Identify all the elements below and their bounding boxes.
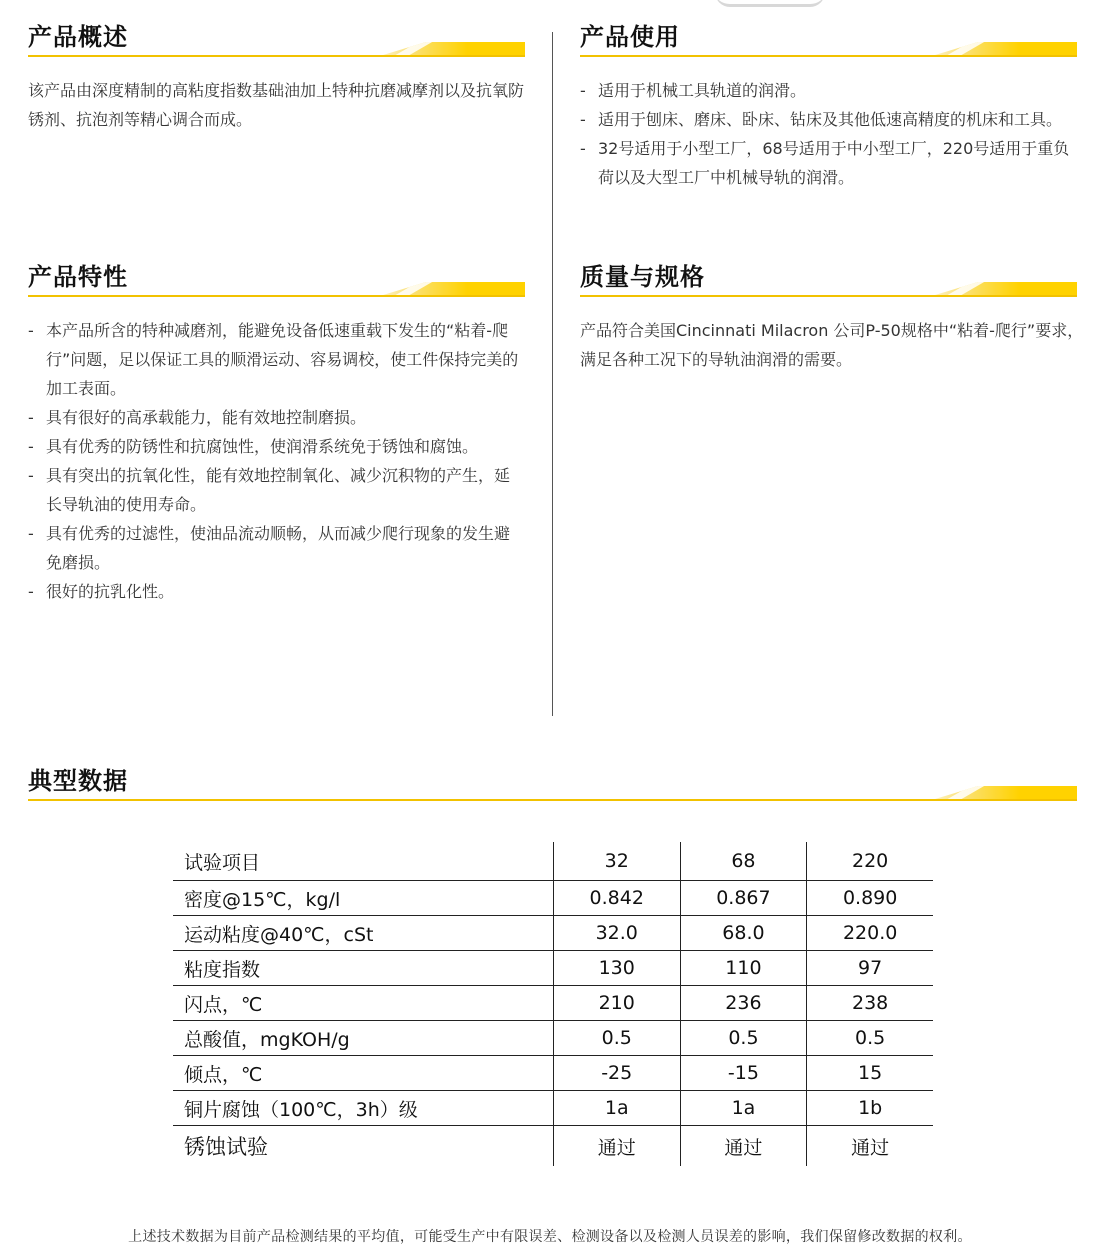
table-row [173, 916, 933, 951]
disclaimer-footnote: 上述技术数据为目前产品检测结果的平均值，可能受生产中有限误差、检测设备以及检测人员误差的影响，我们保留修改数据的权利。 [128, 1229, 972, 1245]
list-item [580, 134, 1077, 192]
table-cell: 220.0 [807, 916, 933, 951]
list-item [28, 432, 525, 461]
table-cell: 68.0 [680, 916, 807, 951]
section-title: 产品特性 [28, 263, 128, 291]
list-dash: - [28, 582, 34, 601]
table-row [173, 1021, 933, 1056]
header-rule [580, 295, 1077, 297]
list-dash: - [28, 408, 34, 427]
section-header [580, 262, 1077, 296]
section-header [580, 22, 1077, 56]
table-cell: 236 [680, 986, 807, 1021]
section-header [28, 766, 1077, 800]
header-rule [28, 295, 525, 297]
table-row [173, 1091, 933, 1126]
table-cell: 15 [807, 1056, 933, 1091]
list-item-text: 具有突出的抗氧化性，能有效地控制氧化、减少沉积物的产生，延长导轨油的使用寿命。 [46, 466, 511, 514]
list-dash: - [28, 524, 34, 543]
list-item-text: 具有优秀的防锈性和抗腐蚀性，使润滑系统免于锈蚀和腐蚀。 [46, 437, 479, 456]
section-title: 产品使用 [580, 23, 680, 51]
section-title: 典型数据 [28, 767, 128, 795]
list-item [580, 76, 1077, 105]
list-item [28, 519, 525, 577]
usage-list [580, 76, 1077, 192]
section-usage [580, 22, 1077, 192]
header-accent-band [912, 786, 1077, 800]
header-accent-band [912, 282, 1077, 296]
header-rule [580, 55, 1077, 57]
table-cell: 运动粘度@40℃，cSt [173, 916, 553, 951]
header-accent-band [912, 42, 1077, 56]
table-cell: 倾点，℃ [173, 1056, 553, 1091]
overview-text: 该产品由深度精制的高粘度指数基础油加上特种抗磨减摩剂以及抗氧防锈剂、抗泡剂等精心调合而成。 [28, 81, 525, 129]
list-item [28, 316, 525, 403]
section-header [28, 262, 525, 296]
table-cell: 210 [553, 986, 680, 1021]
header-rule [28, 55, 525, 57]
table-cell: 1a [680, 1091, 807, 1126]
list-item [28, 577, 525, 606]
table-cell: 通过 [553, 1126, 680, 1167]
table-cell: 110 [680, 951, 807, 986]
table-header-cell: 220 [807, 842, 933, 881]
list-item-text: 具有优秀的过滤性，使油品流动顺畅，从而减少爬行现象的发生避免磨损。 [46, 524, 511, 572]
header-accent-band [360, 42, 525, 56]
table-cell: 0.5 [680, 1021, 807, 1056]
table-cell: 0.890 [807, 881, 933, 916]
typical-data-table [173, 842, 933, 1166]
section-typical-data [28, 766, 1077, 800]
table-cell: 粘度指数 [173, 951, 553, 986]
list-item-text: 适用于机械工具轨道的润滑。 [598, 81, 807, 100]
section-overview [28, 22, 525, 134]
table-cell: 闪点，℃ [173, 986, 553, 1021]
section-features [28, 262, 525, 606]
table-cell: 1a [553, 1091, 680, 1126]
list-item-text: 本产品所含的特种减磨剂，能避免设备低速重载下发生的“粘着-爬行”问题，足以保证工具的顺滑运动、容易调校，使工件保持完美的加工表面。 [46, 321, 519, 398]
quality-text: 产品符合美国Cincinnati Milacron 公司P-50规格中“粘着-爬行”要求，满足各种工况下的导轨油润滑的需要。 [580, 321, 1084, 369]
list-item-text: 很好的抗乳化性。 [46, 582, 175, 601]
list-item-text: 32号适用于小型工厂，68号适用于中小型工厂，220号适用于重负荷以及大型工厂中机械导轨的润滑。 [598, 139, 1070, 187]
list-item [28, 461, 525, 519]
table-cell: 97 [807, 951, 933, 986]
list-dash: - [580, 139, 586, 158]
list-dash: - [28, 466, 34, 485]
section-title: 质量与规格 [580, 263, 705, 291]
column-divider [552, 32, 553, 716]
features-list [28, 316, 525, 606]
table-header-cell: 试验项目 [173, 842, 553, 881]
table-cell: 通过 [680, 1126, 807, 1167]
table-cell: 32.0 [553, 916, 680, 951]
table-header-cell: 68 [680, 842, 807, 881]
table-row [173, 1126, 933, 1167]
table-cell: -15 [680, 1056, 807, 1091]
section-quality [580, 262, 1087, 374]
table-row [173, 986, 933, 1021]
list-item [580, 105, 1077, 134]
table-header-cell: 32 [553, 842, 680, 881]
table-cell: 密度@15℃，kg/l [173, 881, 553, 916]
table-cell: 0.842 [553, 881, 680, 916]
header-accent-band [360, 282, 525, 296]
list-item-text: 具有很好的高承载能力，能有效地控制磨损。 [46, 408, 367, 427]
list-dash: - [580, 110, 586, 129]
section-title: 产品概述 [28, 23, 128, 51]
list-dash: - [28, 321, 34, 340]
table-row [173, 951, 933, 986]
list-item-text: 适用于刨床、磨床、卧床、钻床及其他低速高精度的机床和工具。 [598, 110, 1063, 129]
table-cell: 通过 [807, 1126, 933, 1167]
list-dash: - [28, 437, 34, 456]
table-cell: 0.5 [553, 1021, 680, 1056]
table-header-row [173, 842, 933, 881]
table-cell: 238 [807, 986, 933, 1021]
list-item [28, 403, 525, 432]
list-dash: - [580, 81, 586, 100]
section-header [28, 22, 525, 56]
table-cell: -25 [553, 1056, 680, 1091]
table-cell: 0.5 [807, 1021, 933, 1056]
table-cell: 0.867 [680, 881, 807, 916]
table-cell: 锈蚀试验 [184, 1135, 268, 1159]
table-cell: 铜片腐蚀（100℃，3h）级 [173, 1091, 553, 1126]
table-cell: 1b [807, 1091, 933, 1126]
table-row [173, 1056, 933, 1091]
table-row [173, 881, 933, 916]
header-rule [28, 799, 1077, 801]
table-cell: 130 [553, 951, 680, 986]
top-decoration [715, 0, 825, 7]
table-cell: 总酸值，mgKOH/g [173, 1021, 553, 1056]
